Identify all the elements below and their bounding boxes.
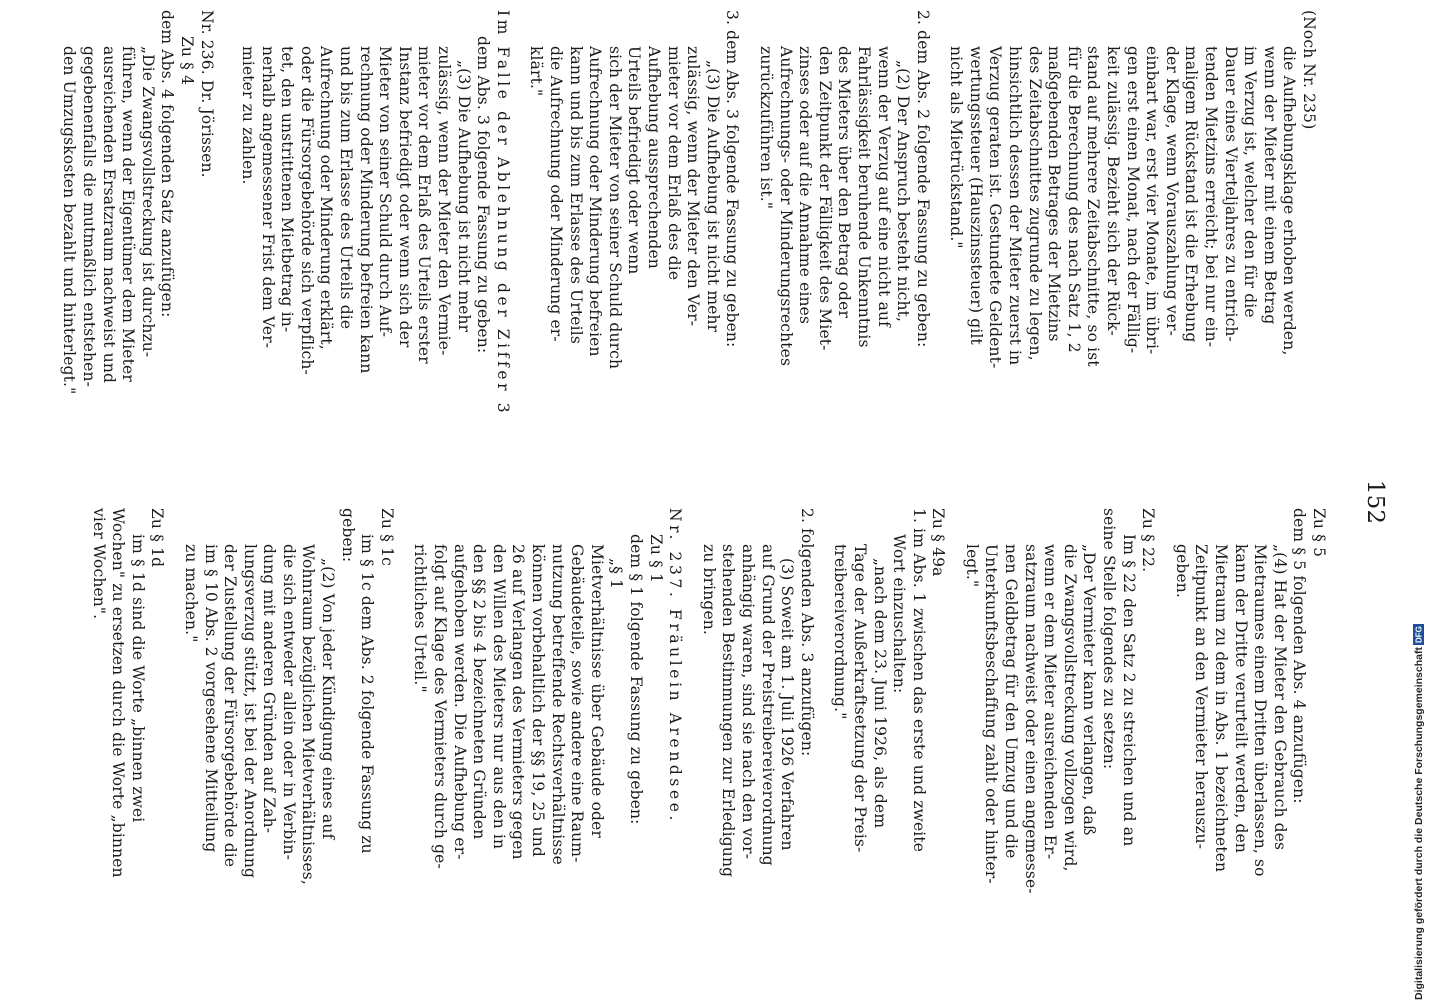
text-line: lungsverzug stützt, ist bei der Anordnung xyxy=(240,544,259,879)
text-line: anhängig waren, sind sie nach den vor- xyxy=(738,544,757,860)
text-line: 26 auf Verlangen des Vermieters gegen xyxy=(509,544,528,860)
text-line: Unterkunftsbeschaffung zahlt oder hinter- xyxy=(982,544,1001,884)
text-line: stand auf mehrere Zeitabschnitte, so ist xyxy=(1084,46,1103,367)
text-line: Wohnraum bezüglichen Mietverhältnisses, xyxy=(299,544,318,885)
text-line: des Zeitabschnittes zugrunde zu legen, xyxy=(1025,46,1044,361)
text-line: können vorbehaltlich der §§ 19, 25 und xyxy=(529,544,548,857)
text-line: zulässig, wenn der Mieter den Vermie- xyxy=(435,46,454,356)
text-line: Nr. 236. Dr. Jörissen. xyxy=(197,10,216,178)
text-line: der Klage, wenn Vorauszahlung ver- xyxy=(1162,46,1181,337)
text-line: vier Wochen". xyxy=(89,508,108,620)
text-line: maligem Rückstand ist die Erhebung xyxy=(1182,46,1201,343)
text-line: die sich entweder allein oder in Verbin- xyxy=(279,544,298,861)
text-line xyxy=(396,508,410,1000)
text-line: zurückzuführen ist." xyxy=(756,46,775,210)
text-line: nicht als Mietrückstand." xyxy=(947,46,966,249)
text-line: mieter vor dem Erlaß des die xyxy=(664,46,683,281)
text-line: Zu § 1c xyxy=(377,508,396,566)
text-line: zu bringen. xyxy=(699,544,718,636)
text-line: Im Falle der Ablehnung der Ziffer 3 xyxy=(493,10,512,417)
text-line: dung mit anderen Gründen auf Zah- xyxy=(260,544,279,834)
text-line: die Aufrechnung oder Minderung er- xyxy=(547,46,566,342)
text-line: im § 1d sind die Worte „binnen zwei xyxy=(128,534,147,823)
text-line: Aufrechnungs- oder Minderungsrechtes xyxy=(776,46,795,367)
text-line: „Die Zwangsvollstreckung ist durchzu- xyxy=(138,46,157,358)
text-line: Aufrechnung oder Minderung befreien xyxy=(586,46,605,357)
text-line xyxy=(166,508,180,1000)
text-line: Zu § 1d xyxy=(148,508,167,568)
text-line: Urteils befriedigt oder wenn xyxy=(625,46,644,275)
text-line: Zu § 5 xyxy=(1310,508,1328,558)
text-line: richtliches Urteil." xyxy=(411,544,430,693)
text-line: mieter zu zahlen. xyxy=(239,46,258,185)
text-line: dem § 5 folgenden Abs. 4 anzufügen: xyxy=(1290,508,1309,804)
text-line: sich der Mieter von seiner Schuld durch xyxy=(605,46,624,370)
text-line: geben: xyxy=(338,508,357,563)
text-line xyxy=(947,508,961,1000)
text-line: Wort einzuschalten: xyxy=(890,534,909,694)
text-line: für die Berechnung des nach Satz 1, 2 xyxy=(1064,46,1083,353)
page-number: 152 xyxy=(1362,479,1388,525)
text-line xyxy=(684,508,698,1000)
text-line: einbart war, erst vier Monate, im übri- xyxy=(1143,46,1162,355)
text-line: Aufhebung aussprechenden xyxy=(645,46,663,269)
text-line: Mietraumes einem Dritten überlassen, so xyxy=(1251,544,1270,877)
dfg-logo: DFG xyxy=(1414,626,1424,644)
text-line xyxy=(816,508,830,1000)
text-line: Zu § 22. xyxy=(1139,508,1158,573)
text-line: Verzug geraten ist. Gestundete Geldent- xyxy=(986,46,1005,369)
text-line: ausreichenden Ersatzraum nachweist und xyxy=(99,46,118,384)
text-line: geben. xyxy=(1172,544,1191,598)
text-line: seine Stelle folgendes zu setzen: xyxy=(1100,508,1119,770)
text-line: stehenden Bestimmungen zur Erledigung xyxy=(719,544,738,878)
text-line: des Mieters über den Betrag oder xyxy=(835,46,854,319)
text-line xyxy=(512,10,526,502)
text-line: 2. dem Abs. 2 folgende Fassung zu geben: xyxy=(913,10,932,348)
text-line: kann der Dritte verurteilt werden, den xyxy=(1231,544,1250,854)
text-line: hinsichtlich dessen der Mieter zuerst in xyxy=(1006,46,1025,366)
text-line: rechnung oder Minderung befreien kann xyxy=(356,46,375,374)
text-line: dem § 1 folgende Fassung zu geben: xyxy=(627,534,645,825)
digitization-credit-text: Digitalisierung gefördert durch die Deutsche Forschungsgemeinschaft xyxy=(1413,647,1425,1000)
text-line: nerhalb angemessener Frist dem Ver- xyxy=(258,46,277,349)
text-line xyxy=(932,10,946,502)
text-line: Wochen" zu ersetzen durch die Worte „binnen xyxy=(109,508,128,878)
text-line: Gebäudeteile, sowie andere eine Raum- xyxy=(568,544,587,863)
text-line: Zu § 49a xyxy=(929,508,948,577)
text-line: wenn der Verzug auf eine nicht auf xyxy=(874,46,893,328)
text-line: maßgebenden Betrages der Mietzins xyxy=(1045,46,1064,342)
text-line: 2. folgenden Abs. 3 anzufügen: xyxy=(797,508,816,757)
text-line: die Zwangsvollstreckung vollzogen wird, xyxy=(1060,544,1079,872)
text-line: Aufrechnung oder Minderung erklärt, xyxy=(317,46,336,350)
text-line: aufgehoben werden. Die Aufhebung er- xyxy=(450,544,469,860)
text-line: Fahrlässigkeit beruhende Unkenntnis xyxy=(854,46,873,348)
text-line: im § 10 Abs. 2 vorgesehene Mitteilung xyxy=(201,544,220,853)
text-line: Tage der Außerkraftsetzung der Preis- xyxy=(850,544,869,853)
text-line: „(4) Hat der Mieter den Gebrauch des xyxy=(1270,544,1289,851)
text-line: legt." xyxy=(962,544,981,588)
text-line: tenden Mietzins erreicht; bei nur ein- xyxy=(1202,46,1221,348)
text-line: und bis zum Erlasse des Urteils die xyxy=(337,46,356,330)
text-line: (Noch Nr. 235) xyxy=(1300,10,1318,130)
text-line: wertungssteuer (Hauszinssteuer) gilt xyxy=(966,46,985,345)
text-line: wenn der Mieter mit einem Betrag xyxy=(1260,46,1279,325)
text-line: „nach dem 23. Juni 1926, als dem xyxy=(870,558,889,829)
digitization-credit xyxy=(1404,0,1434,1000)
text-line: führen, wenn der Eigentümer dem Mieter xyxy=(119,46,138,382)
text-line: „Der Vermieter kann verlangen, daß xyxy=(1080,544,1099,836)
text-line: den Willen des Mieters nur aus den in xyxy=(489,544,508,850)
text-line: wenn er dem Mieter ausreichenden Er- xyxy=(1041,544,1060,860)
text-line: dem Abs. 4 folgenden Satz anzufügen: xyxy=(158,10,177,318)
text-line: kann und bis zum Erlasse des Urteils xyxy=(566,46,585,344)
text-line xyxy=(216,10,238,502)
text-line: zulässig, wenn der Mieter den Ver- xyxy=(684,46,703,327)
text-line: der Zustellung der Fürsorgebehörde die xyxy=(221,544,240,868)
text-line: nen Geldbetrag für den Umzug und die xyxy=(1002,544,1021,859)
text-line: tet, den unstrittenen Mietbetrag in- xyxy=(278,46,297,333)
text-line: 1. im Abs. 1 zwischen das erste und zweite xyxy=(909,508,928,853)
rotated-document-page xyxy=(12,0,1412,1000)
text-line: „(2) Der Anspruch besteht nicht, xyxy=(894,60,913,323)
text-line: zu machen." xyxy=(181,544,200,643)
text-line: „(2) Von jeder Kündigung eines auf xyxy=(319,558,338,840)
text-line: die Aufhebungsklage erhoben werden, xyxy=(1280,46,1299,356)
text-line: Zu § 1 xyxy=(646,534,665,584)
text-line: den Zeitpunkt der Fälligkeit des Miet- xyxy=(815,46,834,351)
text-line: treibereiverordnung." xyxy=(831,544,850,720)
text-line: gen erst einen Monat, nach der Fällig- xyxy=(1123,46,1142,354)
text-line: zinses oder auf die Annahme eines xyxy=(796,46,815,325)
text-line xyxy=(1157,508,1171,1000)
text-line: mieter vor dem Erlaß des Urteils erster xyxy=(415,46,434,364)
text-line: Im § 22 den Satz 2 zu streichen und an xyxy=(1119,534,1138,847)
text-line: den §§ 2 bis 4 bezeichneten Gründen xyxy=(470,544,489,840)
text-line: Dauer eines Vierteljahres zu entrich- xyxy=(1221,46,1240,342)
text-line: auf Grund der Preistreibereiverordnung xyxy=(758,544,777,866)
text-line: gegebenenfalls die mutmaßlich entstehen- xyxy=(79,46,98,387)
text-line: oder die Fürsorgebehörde sich verpflich- xyxy=(297,46,316,375)
text-line: satzraum nachweist oder einen angemesse- xyxy=(1021,544,1040,894)
text-line: im § 1c dem Abs. 2 folgende Fassung zu xyxy=(358,534,377,854)
text-line: den Umzugskosten bezahlt und hinterlegt." xyxy=(60,46,79,395)
text-line: klärt." xyxy=(527,46,546,97)
text-line: Zeitpunkt an den Vermieter herauszu- xyxy=(1192,544,1211,850)
text-line: „§ 1 xyxy=(607,558,626,590)
text-line: Instanz befriedigt oder wenn sich der xyxy=(395,46,414,348)
text-line: im Verzug ist, welcher den für die xyxy=(1241,46,1260,318)
text-line: (3) Soweit am 1. Juli 1926 Verfahren xyxy=(778,558,797,851)
text-line: „(3) Die Aufhebung ist nicht mehr xyxy=(454,60,473,333)
right-text-column xyxy=(88,508,1328,1000)
text-line: folgt auf Klage des Vermieters durch ge- xyxy=(431,544,450,869)
text-line: Mieter von seiner Schuld durch Auf- xyxy=(376,46,395,338)
text-line xyxy=(741,10,755,502)
text-line: 3. dem Abs. 3 folgende Fassung zu geben: xyxy=(723,10,742,348)
text-line: Nr. 237. Fräulein Arendsee. xyxy=(666,508,685,825)
text-line: Mietraum zu dem in Abs. 1 bezeichneten xyxy=(1212,544,1231,873)
left-text-column xyxy=(59,10,1318,502)
text-line: dem Abs. 3 folgende Fassung zu geben: xyxy=(474,36,493,354)
text-line: Mietverhältnisse über Gebäude oder xyxy=(587,544,606,838)
text-line: „(3) Die Aufhebung ist nicht mehr xyxy=(703,60,722,333)
text-line: Zu § 4 xyxy=(177,36,196,86)
text-line: keit zulässig. Bezieht sich der Rück- xyxy=(1104,46,1123,336)
text-line: nutzung betreffende Rechtsverhältnisse xyxy=(548,544,567,865)
